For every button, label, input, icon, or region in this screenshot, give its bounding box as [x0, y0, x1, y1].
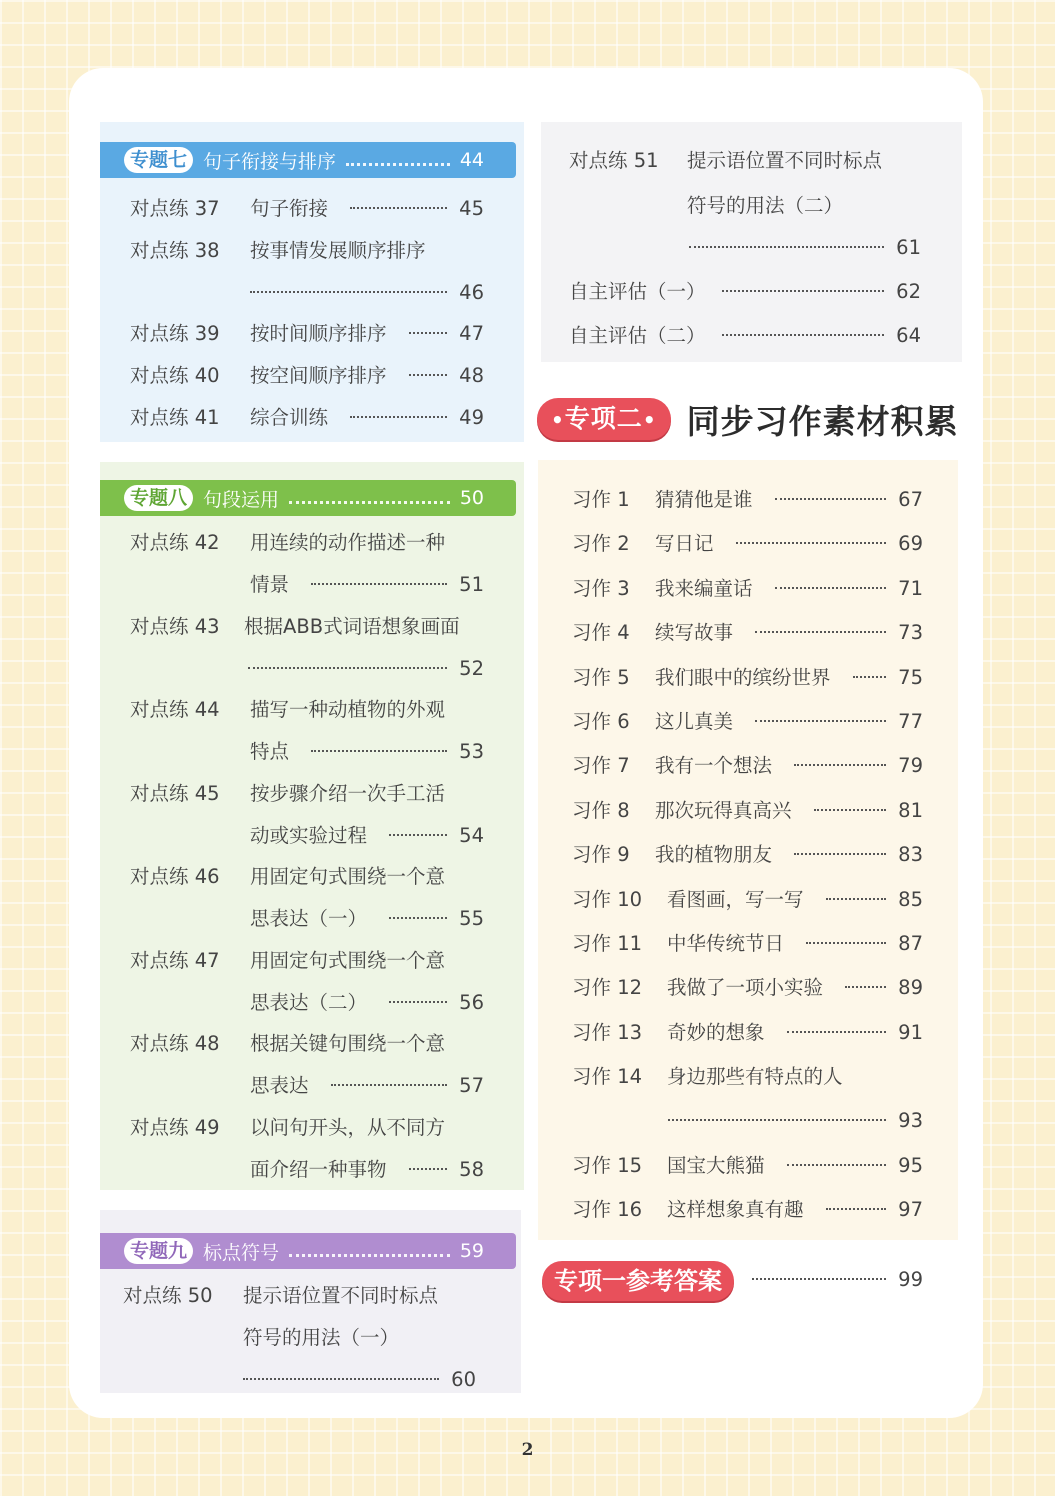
section-pill: •专项二•: [537, 398, 671, 440]
toc-entry[interactable]: [569, 278, 921, 306]
toc-entry-continuation[interactable]: [243, 1324, 483, 1352]
page-ref: 64: [896, 324, 921, 347]
page-number: 2: [521, 1440, 534, 1460]
toc-entry[interactable]: [123, 1282, 483, 1310]
toc-entry[interactable]: [572, 530, 923, 558]
dot-leader: [289, 501, 450, 504]
entry-title: 提示语位置不同时标点: [687, 149, 883, 172]
entry-title: 续写故事: [655, 621, 734, 645]
entry-title: 自主评估（二）: [569, 324, 706, 347]
toc-entry[interactable]: [130, 613, 484, 641]
toc-entry-continuation[interactable]: [689, 234, 921, 262]
entry-label: 习作 8: [572, 798, 630, 822]
dot-leader: [794, 853, 886, 855]
entry-label: 对点练 46: [130, 865, 220, 888]
page-ref: 61: [896, 236, 921, 259]
toc-entry[interactable]: [572, 1196, 923, 1224]
entry-label: 对点练 40: [130, 364, 220, 387]
toc-entry[interactable]: [572, 930, 923, 958]
dot-leader: [853, 676, 887, 678]
dot-leader: [826, 1208, 887, 1210]
toc-entry-continuation[interactable]: [250, 1072, 484, 1100]
page-ref: 44: [459, 149, 484, 171]
entry-title: 身边那些有特点的人: [667, 1065, 843, 1089]
dot-leader: [311, 750, 447, 752]
dot-leader: [389, 917, 447, 919]
dot-leader: [722, 290, 885, 292]
page-ref: 51: [459, 573, 484, 596]
entry-title: 猜猜他是谁: [655, 488, 753, 511]
page-ref: 89: [898, 976, 923, 1000]
dot-leader: [248, 667, 447, 669]
entry-label: 习作 10: [572, 887, 643, 911]
entry-label: 对点练 37: [130, 197, 220, 220]
page-ref: 87: [898, 932, 923, 955]
entry-title: 按时间顺序排序: [250, 322, 387, 345]
entry-label: 对点练 43: [130, 615, 220, 638]
page-ref: 58: [459, 1158, 484, 1181]
dot-leader: [826, 898, 887, 900]
entry-label: 习作 16: [572, 1198, 643, 1221]
entry-label: 对点练 45: [130, 782, 220, 805]
toc-entry-continuation[interactable]: [250, 989, 484, 1017]
entry-label: 对点练 49: [130, 1116, 220, 1139]
dot-leader: [814, 809, 887, 811]
page-ref: 53: [459, 740, 484, 763]
toc-entry-continuation[interactable]: [243, 1366, 476, 1394]
entry-label: 习作 6: [572, 710, 630, 733]
dot-leader: [346, 163, 450, 166]
entry-title-cont: 符号的用法（一）: [243, 1326, 400, 1349]
toc-entry[interactable]: [130, 529, 484, 557]
page-ref: 73: [898, 621, 923, 645]
toc-entry[interactable]: [572, 1152, 923, 1180]
page-ref: 50: [459, 487, 484, 509]
toc-entry[interactable]: [569, 147, 923, 175]
toc-entry[interactable]: [572, 575, 923, 603]
page-ref: 54: [459, 824, 484, 847]
entry-title: 按空间顺序排序: [250, 364, 387, 387]
page-ref: 81: [898, 798, 923, 822]
section-title: 同步习作素材积累: [686, 401, 959, 441]
page-ref: 93: [898, 1109, 923, 1133]
topic-7-banner[interactable]: [100, 142, 516, 178]
dot-leader: [845, 986, 886, 988]
dot-leader: [350, 416, 447, 418]
entry-title: 描写一种动植物的外观: [250, 698, 446, 721]
toc-entry[interactable]: [572, 1063, 923, 1091]
dot-leader: [689, 246, 884, 248]
dot-leader: [331, 1084, 448, 1086]
entry-title-cont: 情景: [250, 573, 290, 596]
page-ref: 83: [898, 843, 923, 867]
entry-title: 我的植物朋友: [655, 843, 773, 867]
dot-leader: [289, 1254, 450, 1257]
page-ref: 57: [459, 1074, 484, 1097]
toc-entry-continuation[interactable]: [250, 1156, 484, 1184]
entry-title: 国宝大熊猫: [667, 1153, 765, 1177]
entry-title-cont: 思表达（二）: [250, 991, 368, 1014]
entry-label: 对点练 38: [130, 239, 220, 262]
entry-label: 对点练 44: [130, 698, 220, 721]
page-ref: 95: [898, 1153, 923, 1177]
entry-title: 我来编童话: [655, 576, 753, 600]
entry-title-cont: 特点: [250, 740, 290, 763]
entry-title-cont: 符号的用法（二）: [687, 194, 844, 217]
toc-entry[interactable]: [572, 752, 923, 780]
page-ref: 52: [459, 657, 484, 680]
dot-leader: [736, 542, 887, 544]
entry-label: 习作 4: [572, 621, 630, 645]
entry-label: 对点练 50: [123, 1284, 213, 1307]
entry-title: 奇妙的想象: [667, 1020, 765, 1044]
entry-title: 根据ABB式词语想象画面: [244, 615, 460, 638]
entry-title: 写日记: [655, 532, 714, 556]
entry-title: 我们眼中的缤纷世界: [655, 665, 831, 689]
toc-entry-continuation[interactable]: [250, 822, 484, 850]
section-pill-label: 专项二: [564, 404, 643, 433]
dot-leader: [389, 1001, 447, 1003]
topic-tag: 专题九: [124, 1238, 193, 1264]
entry-title: 提示语位置不同时标点: [243, 1284, 439, 1307]
toc-entry[interactable]: [130, 947, 484, 975]
toc-entry-continuation[interactable]: [250, 738, 484, 766]
section-2-header[interactable]: [537, 396, 959, 442]
toc-entry[interactable]: [130, 404, 484, 432]
entry-label: 习作 7: [572, 754, 630, 778]
entry-label: 对点练 41: [130, 406, 220, 429]
topic-tag: 专题七: [124, 147, 193, 173]
dot-leader: [775, 498, 887, 500]
entry-title: 这儿真美: [655, 710, 734, 733]
page-ref: 69: [898, 532, 923, 556]
answers-pill[interactable]: 专项一参考答案: [542, 1261, 734, 1301]
dot-leader: [755, 631, 886, 633]
dot-leader: [787, 1031, 887, 1033]
dot-leader: [389, 834, 447, 836]
entry-title-cont: 面介绍一种事物: [250, 1158, 387, 1181]
entry-label: 习作 1: [572, 488, 630, 511]
topic-title: 标点符号: [203, 1241, 280, 1264]
toc-entry-continuation[interactable]: [250, 279, 484, 307]
entry-label: 习作 11: [572, 932, 643, 955]
dot-leader: [787, 1164, 887, 1166]
entry-label: 习作 9: [572, 843, 630, 867]
entry-label: 对点练 39: [130, 322, 220, 345]
toc-entry[interactable]: [572, 974, 923, 1002]
page-ref: 56: [459, 991, 484, 1014]
entry-title: 中华传统节日: [667, 932, 785, 955]
entry-label: 习作 14: [572, 1065, 643, 1089]
entry-title: 用固定句式围绕一个意: [250, 865, 446, 888]
dot-leader: [409, 374, 448, 376]
page-ref: 62: [896, 280, 921, 303]
entry-title: 那次玩得真高兴: [655, 798, 792, 822]
toc-entry[interactable]: [572, 841, 923, 869]
dot-leader: [409, 332, 448, 334]
entry-title: 按步骤介绍一次手工活: [250, 782, 446, 805]
topic-title: 句子衔接与排序: [203, 150, 337, 173]
toc-entry[interactable]: [130, 237, 484, 265]
entry-title: 根据关键句围绕一个意: [250, 1032, 446, 1055]
toc-entry-continuation[interactable]: [250, 571, 484, 599]
dot-leader: [806, 942, 886, 944]
toc-entry[interactable]: [130, 320, 484, 348]
toc-entry[interactable]: [572, 619, 923, 647]
entry-title: 我做了一项小实验: [667, 976, 824, 1000]
dot-leader: [250, 291, 447, 293]
toc-entry[interactable]: [572, 886, 923, 914]
page-ref: 97: [898, 1198, 923, 1221]
entry-title-cont: 思表达: [250, 1074, 309, 1097]
entry-label: 习作 15: [572, 1153, 643, 1177]
toc-entry-continuation[interactable]: [248, 655, 484, 683]
dot-leader: [668, 1119, 886, 1121]
entry-label: 习作 13: [572, 1020, 643, 1044]
entry-title-cont: 动或实验过程: [250, 824, 368, 847]
page-ref: 99: [898, 1268, 923, 1291]
entry-label: 习作 12: [572, 976, 643, 1000]
entry-title: 综合训练: [250, 406, 329, 429]
page-ref: 79: [898, 754, 923, 778]
entry-label: 对点练 51: [569, 149, 659, 172]
toc-entry[interactable]: [569, 322, 921, 350]
toc-entry-continuation[interactable]: [687, 192, 923, 220]
dot-leader: [755, 720, 886, 722]
toc-entry[interactable]: [572, 664, 923, 692]
entry-title: 看图画，写一写: [667, 887, 804, 911]
entry-title: 自主评估（一）: [569, 280, 706, 303]
entry-title: 按事情发展顺序排序: [250, 239, 426, 262]
entry-title: 以问句开头，从不同方: [250, 1116, 446, 1139]
dot-leader: [775, 587, 887, 589]
entry-title: 用连续的动作描述一种: [250, 531, 446, 554]
page-ref: 55: [459, 907, 484, 930]
page-ref: 77: [898, 710, 923, 733]
topic-9-banner[interactable]: [100, 1233, 516, 1269]
page-ref: 67: [898, 488, 923, 511]
entry-label: 习作 5: [572, 665, 630, 689]
page-ref: 45: [459, 197, 484, 220]
entry-title-cont: 思表达（一）: [250, 907, 368, 930]
page-ref: 75: [898, 665, 923, 689]
entry-label: 习作 3: [572, 576, 630, 600]
page-ref: 49: [459, 406, 484, 429]
answers-entry[interactable]: [752, 1266, 923, 1294]
page-ref: 46: [459, 281, 484, 304]
page-ref: 59: [459, 1240, 484, 1262]
entry-title: 句子衔接: [250, 197, 329, 220]
page-ref: 60: [451, 1368, 476, 1391]
topic-tag: 专题八: [124, 485, 193, 511]
page-ref: 47: [459, 322, 484, 345]
toc-entry[interactable]: [572, 708, 923, 736]
toc-entry[interactable]: [572, 486, 923, 514]
toc-entry-continuation[interactable]: [668, 1107, 923, 1135]
entry-title: 这样想象真有趣: [667, 1198, 804, 1221]
entry-title: 用固定句式围绕一个意: [250, 949, 446, 972]
dot-leader: [409, 1168, 448, 1170]
toc-entry[interactable]: [130, 1114, 484, 1142]
toc-entry[interactable]: [130, 195, 484, 223]
toc-entry[interactable]: [130, 1030, 484, 1058]
dot-leader: [311, 583, 447, 585]
toc-entry[interactable]: [130, 780, 484, 808]
entry-label: 对点练 42: [130, 531, 220, 554]
toc-entry[interactable]: [130, 863, 484, 891]
dot-leader: [722, 334, 885, 336]
toc-entry[interactable]: [572, 1019, 923, 1047]
page-ref: 71: [898, 576, 923, 600]
dot-leader: [794, 764, 886, 766]
entry-label: 对点练 48: [130, 1032, 220, 1055]
entry-label: 习作 2: [572, 532, 630, 556]
dot-leader: [243, 1378, 439, 1380]
page-ref: 85: [898, 887, 923, 911]
page-ref: 91: [898, 1020, 923, 1044]
topic-title: 句段运用: [203, 488, 280, 511]
dot-leader: [350, 207, 447, 209]
topic-8-banner[interactable]: [100, 480, 516, 516]
toc-entry-continuation[interactable]: [250, 905, 484, 933]
page-ref: 48: [459, 364, 484, 387]
entry-label: 对点练 47: [130, 949, 220, 972]
toc-entry[interactable]: [130, 362, 484, 390]
dot-leader: [752, 1278, 886, 1280]
toc-entry[interactable]: [130, 696, 484, 724]
toc-entry[interactable]: [572, 797, 923, 825]
entry-title: 我有一个想法: [655, 754, 773, 778]
